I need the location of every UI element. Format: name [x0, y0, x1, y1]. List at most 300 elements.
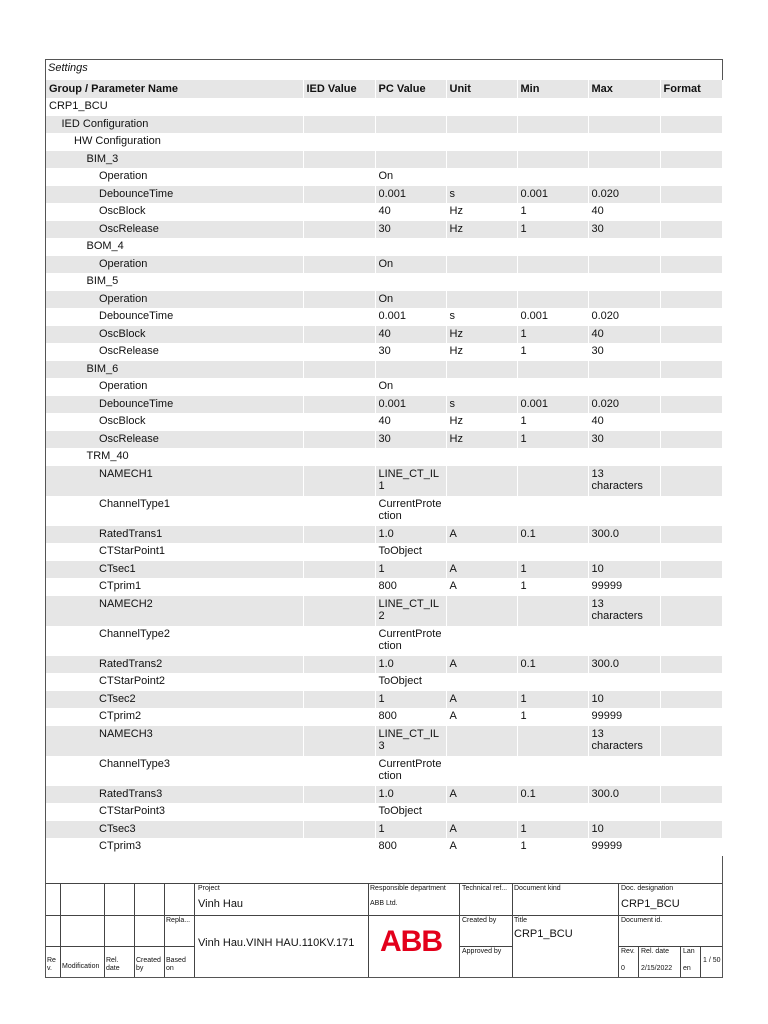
cell-name: OscRelease [46, 343, 303, 361]
cell-name: CRP1_BCU [46, 98, 303, 116]
table-row [46, 308, 722, 326]
cell-unit [446, 726, 517, 756]
cell-pc [375, 273, 446, 291]
table-body [46, 98, 722, 856]
cell-max [588, 98, 660, 116]
cell-ied [303, 708, 375, 726]
cell-ied [303, 431, 375, 449]
cell-name: BIM_5 [46, 273, 303, 291]
table-row [46, 133, 722, 151]
cell-ied [303, 691, 375, 709]
cell-unit: s [446, 396, 517, 414]
cell-min [517, 238, 588, 256]
cell-max [588, 256, 660, 274]
cell-max: 0.020 [588, 396, 660, 414]
cell-pc: 1.0 [375, 526, 446, 544]
cell-pc: LINE_CT_IL 2 [375, 596, 446, 626]
cell-min [517, 466, 588, 496]
cell-ied [303, 151, 375, 169]
cell-min: 1 [517, 691, 588, 709]
cell-ied [303, 543, 375, 561]
table-row [46, 543, 722, 561]
title-label: Title [514, 917, 527, 924]
table-row [46, 691, 722, 709]
cell-max [588, 168, 660, 186]
table-row [46, 496, 722, 526]
table-row [46, 448, 722, 466]
cell-format [660, 343, 722, 361]
cell-pc [375, 133, 446, 151]
header-format: Format [660, 80, 722, 98]
cell-format [660, 431, 722, 449]
cell-ied [303, 803, 375, 821]
resp-dept-label: Responsible department [370, 885, 446, 892]
cell-ied [303, 168, 375, 186]
replaces-label: Repla... [166, 917, 191, 924]
table-row [46, 221, 722, 239]
cell-unit [446, 273, 517, 291]
cell-format [660, 203, 722, 221]
cell-ied [303, 656, 375, 674]
cell-format [660, 596, 722, 626]
cell-min [517, 756, 588, 786]
cell-ied [303, 343, 375, 361]
cell-unit: A [446, 656, 517, 674]
table-row [46, 256, 722, 274]
modification-label: Modification [62, 963, 100, 970]
table-row [46, 726, 722, 756]
cell-min: 1 [517, 708, 588, 726]
cell-min [517, 98, 588, 116]
cell-name: BIM_3 [46, 151, 303, 169]
cell-unit [446, 378, 517, 396]
cell-min: 1 [517, 343, 588, 361]
cell-format [660, 821, 722, 839]
cell-max [588, 626, 660, 656]
cell-unit [446, 256, 517, 274]
cell-pc: On [375, 256, 446, 274]
cell-format [660, 803, 722, 821]
cell-unit [446, 448, 517, 466]
cell-unit [446, 496, 517, 526]
cell-ied [303, 98, 375, 116]
cell-max: 40 [588, 203, 660, 221]
cell-pc: On [375, 168, 446, 186]
cell-min [517, 151, 588, 169]
cell-min [517, 273, 588, 291]
cell-format [660, 561, 722, 579]
cell-pc: 0.001 [375, 308, 446, 326]
cell-unit [446, 543, 517, 561]
cell-min [517, 673, 588, 691]
cell-max [588, 151, 660, 169]
cell-max [588, 273, 660, 291]
cell-ied [303, 203, 375, 221]
cell-pc: ToObject [375, 803, 446, 821]
cell-format [660, 448, 722, 466]
cell-min [517, 116, 588, 134]
cell-format [660, 133, 722, 151]
cell-max [588, 378, 660, 396]
cell-pc: 1 [375, 821, 446, 839]
approved-by-label: Approved by [462, 948, 502, 955]
cell-ied [303, 448, 375, 466]
cell-ied [303, 326, 375, 344]
cell-name: NAMECH3 [46, 726, 303, 756]
table-row [46, 151, 722, 169]
cell-unit: s [446, 308, 517, 326]
cell-format [660, 756, 722, 786]
cell-ied [303, 756, 375, 786]
cell-pc: 800 [375, 708, 446, 726]
cell-name: BOM_4 [46, 238, 303, 256]
document-id-label: Document id. [621, 917, 663, 924]
rev-label: Rev. [621, 948, 635, 955]
cell-max: 0.020 [588, 308, 660, 326]
cell-min: 0.1 [517, 786, 588, 804]
cell-name: NAMECH1 [46, 466, 303, 496]
cell-ied [303, 838, 375, 856]
cell-name: CTsec2 [46, 691, 303, 709]
cell-format [660, 626, 722, 656]
cell-format [660, 708, 722, 726]
cell-min [517, 256, 588, 274]
cell-max: 10 [588, 821, 660, 839]
cell-min [517, 726, 588, 756]
cell-min [517, 596, 588, 626]
cell-format [660, 673, 722, 691]
table-row [46, 238, 722, 256]
abb-logo: ABB [380, 925, 442, 958]
drawing-value: Vinh Hau.VINH HAU.110KV.171 [198, 937, 355, 949]
table-row [46, 116, 722, 134]
header-max: Max [588, 80, 660, 98]
cell-name: CTStarPoint3 [46, 803, 303, 821]
cell-name: CTStarPoint1 [46, 543, 303, 561]
cell-name: ChannelType3 [46, 756, 303, 786]
cell-format [660, 466, 722, 496]
cell-ied [303, 578, 375, 596]
cell-min: 0.001 [517, 396, 588, 414]
table-row [46, 656, 722, 674]
cell-ied [303, 786, 375, 804]
cell-max: 99999 [588, 838, 660, 856]
cell-name: Operation [46, 291, 303, 309]
cell-min [517, 626, 588, 656]
cell-pc: 0.001 [375, 186, 446, 204]
cell-format [660, 151, 722, 169]
cell-pc: 800 [375, 838, 446, 856]
table-row [46, 596, 722, 626]
cell-unit [446, 238, 517, 256]
cell-max [588, 291, 660, 309]
cell-max: 30 [588, 221, 660, 239]
cell-pc: 1.0 [375, 656, 446, 674]
cell-pc: 1 [375, 691, 446, 709]
cell-ied [303, 238, 375, 256]
cell-name: Operation [46, 168, 303, 186]
cell-name: NAMECH2 [46, 596, 303, 626]
cell-min [517, 496, 588, 526]
cell-min [517, 168, 588, 186]
rel-date-column-label: Rel. date [106, 957, 120, 972]
cell-pc [375, 238, 446, 256]
header-min: Min [517, 80, 588, 98]
cell-format [660, 413, 722, 431]
cell-unit: Hz [446, 326, 517, 344]
cell-format [660, 98, 722, 116]
doc-kind-label: Document kind [514, 885, 561, 892]
cell-unit [446, 803, 517, 821]
cell-unit [446, 168, 517, 186]
cell-min: 1 [517, 838, 588, 856]
cell-min: 0.1 [517, 526, 588, 544]
cell-name: Operation [46, 256, 303, 274]
cell-pc: ToObject [375, 673, 446, 691]
cell-unit [446, 98, 517, 116]
table-header-row [46, 80, 722, 98]
cell-name: RatedTrans1 [46, 526, 303, 544]
cell-min: 1 [517, 578, 588, 596]
cell-min: 1 [517, 821, 588, 839]
cell-ied [303, 673, 375, 691]
cell-max: 10 [588, 561, 660, 579]
cell-min: 1 [517, 413, 588, 431]
cell-format [660, 396, 722, 414]
cell-max: 300.0 [588, 656, 660, 674]
cell-format [660, 326, 722, 344]
section-label: Settings [48, 62, 88, 74]
cell-min: 1 [517, 431, 588, 449]
document-page [45, 59, 723, 978]
cell-name: RatedTrans3 [46, 786, 303, 804]
cell-max [588, 361, 660, 379]
table-row [46, 466, 722, 496]
cell-format [660, 838, 722, 856]
cell-unit: Hz [446, 221, 517, 239]
cell-format [660, 526, 722, 544]
cell-pc [375, 361, 446, 379]
cell-pc: LINE_CT_IL 1 [375, 466, 446, 496]
table-row [46, 378, 722, 396]
cell-name: DebounceTime [46, 186, 303, 204]
cell-pc: 30 [375, 431, 446, 449]
title-block [46, 883, 722, 977]
cell-unit: Hz [446, 203, 517, 221]
settings-table [46, 80, 723, 856]
rev-column-label: Re v. [47, 957, 56, 972]
title-value: CRP1_BCU [514, 928, 573, 940]
cell-name: OscRelease [46, 221, 303, 239]
cell-name: Operation [46, 378, 303, 396]
cell-max: 0.020 [588, 186, 660, 204]
cell-min: 0.001 [517, 308, 588, 326]
cell-pc: 1 [375, 561, 446, 579]
rel-date-label: Rel. date [641, 948, 670, 955]
cell-format [660, 186, 722, 204]
cell-pc: 0.001 [375, 396, 446, 414]
cell-format [660, 361, 722, 379]
cell-unit: A [446, 821, 517, 839]
cell-min [517, 803, 588, 821]
cell-unit [446, 361, 517, 379]
cell-name: TRM_40 [46, 448, 303, 466]
cell-format [660, 116, 722, 134]
cell-ied [303, 256, 375, 274]
cell-max [588, 116, 660, 134]
table-row [46, 431, 722, 449]
cell-min: 1 [517, 326, 588, 344]
cell-min [517, 361, 588, 379]
cell-pc: 800 [375, 578, 446, 596]
table-row [46, 561, 722, 579]
tech-ref-label: Technical ref... [462, 885, 508, 892]
cell-max: 99999 [588, 708, 660, 726]
cell-unit: Hz [446, 431, 517, 449]
cell-ied [303, 378, 375, 396]
cell-ied [303, 626, 375, 656]
table-row [46, 168, 722, 186]
cell-max [588, 496, 660, 526]
cell-pc: 40 [375, 203, 446, 221]
cell-name: CTprim3 [46, 838, 303, 856]
table-row [46, 526, 722, 544]
cell-ied [303, 466, 375, 496]
table-row [46, 821, 722, 839]
project-label: Project [198, 885, 220, 892]
cell-ied [303, 116, 375, 134]
cell-max [588, 133, 660, 151]
cell-unit [446, 756, 517, 786]
table-row [46, 203, 722, 221]
cell-pc [375, 448, 446, 466]
cell-format [660, 168, 722, 186]
lang-label: Lan [683, 948, 695, 955]
cell-unit [446, 626, 517, 656]
cell-ied [303, 596, 375, 626]
table-row [46, 361, 722, 379]
cell-format [660, 578, 722, 596]
cell-unit [446, 466, 517, 496]
cell-name: DebounceTime [46, 396, 303, 414]
cell-format [660, 656, 722, 674]
cell-name: BIM_6 [46, 361, 303, 379]
table-row [46, 786, 722, 804]
cell-min: 1 [517, 561, 588, 579]
cell-ied [303, 726, 375, 756]
cell-ied [303, 221, 375, 239]
cell-max [588, 543, 660, 561]
cell-unit [446, 673, 517, 691]
cell-pc: 40 [375, 326, 446, 344]
header-ied-value: IED Value [303, 80, 375, 98]
cell-max [588, 238, 660, 256]
cell-name: RatedTrans2 [46, 656, 303, 674]
cell-max: 30 [588, 431, 660, 449]
table-row [46, 343, 722, 361]
cell-min [517, 378, 588, 396]
cell-pc: 1.0 [375, 786, 446, 804]
based-on-column-label: Based on [166, 957, 186, 972]
cell-format [660, 691, 722, 709]
cell-ied [303, 561, 375, 579]
header-pc-value: PC Value [375, 80, 446, 98]
table-row [46, 756, 722, 786]
cell-pc [375, 116, 446, 134]
table-row [46, 396, 722, 414]
header-unit: Unit [446, 80, 517, 98]
cell-max: 99999 [588, 578, 660, 596]
cell-pc [375, 98, 446, 116]
cell-name: CTprim1 [46, 578, 303, 596]
cell-unit: A [446, 708, 517, 726]
cell-format [660, 291, 722, 309]
cell-max: 13 characters [588, 466, 660, 496]
table-row [46, 673, 722, 691]
cell-format [660, 273, 722, 291]
resp-dept-value: ABB Ltd. [370, 900, 398, 907]
cell-min: 1 [517, 221, 588, 239]
header-name: Group / Parameter Name [46, 80, 303, 98]
cell-max: 40 [588, 326, 660, 344]
cell-max: 300.0 [588, 786, 660, 804]
table-row [46, 838, 722, 856]
cell-unit [446, 151, 517, 169]
cell-name: CTsec3 [46, 821, 303, 839]
page-number: 1 / 50 [703, 957, 721, 964]
cell-name: ChannelType1 [46, 496, 303, 526]
table-row [46, 326, 722, 344]
cell-min: 1 [517, 203, 588, 221]
cell-unit: Hz [446, 343, 517, 361]
cell-format [660, 221, 722, 239]
cell-format [660, 786, 722, 804]
table-row [46, 186, 722, 204]
cell-ied [303, 821, 375, 839]
rev-value: 0 [621, 965, 625, 972]
cell-name: IED Configuration [46, 116, 303, 134]
cell-unit [446, 291, 517, 309]
cell-ied [303, 496, 375, 526]
cell-name: ChannelType2 [46, 626, 303, 656]
cell-pc: 30 [375, 343, 446, 361]
cell-pc: ToObject [375, 543, 446, 561]
cell-max: 30 [588, 343, 660, 361]
cell-max: 10 [588, 691, 660, 709]
cell-min: 0.001 [517, 186, 588, 204]
cell-name: CTprim2 [46, 708, 303, 726]
cell-unit: A [446, 578, 517, 596]
table-row [46, 803, 722, 821]
table-row [46, 98, 722, 116]
cell-unit: s [446, 186, 517, 204]
table-row [46, 291, 722, 309]
cell-ied [303, 273, 375, 291]
cell-unit: A [446, 561, 517, 579]
doc-designation-label: Doc. designation [621, 885, 674, 892]
cell-name: DebounceTime [46, 308, 303, 326]
cell-unit: A [446, 526, 517, 544]
cell-name: CTsec1 [46, 561, 303, 579]
cell-ied [303, 396, 375, 414]
cell-format [660, 238, 722, 256]
created-by-column-label: Created by [136, 957, 161, 972]
project-value: Vinh Hau [198, 898, 244, 910]
cell-name: CTStarPoint2 [46, 673, 303, 691]
cell-pc [375, 151, 446, 169]
table-row [46, 273, 722, 291]
cell-format [660, 543, 722, 561]
